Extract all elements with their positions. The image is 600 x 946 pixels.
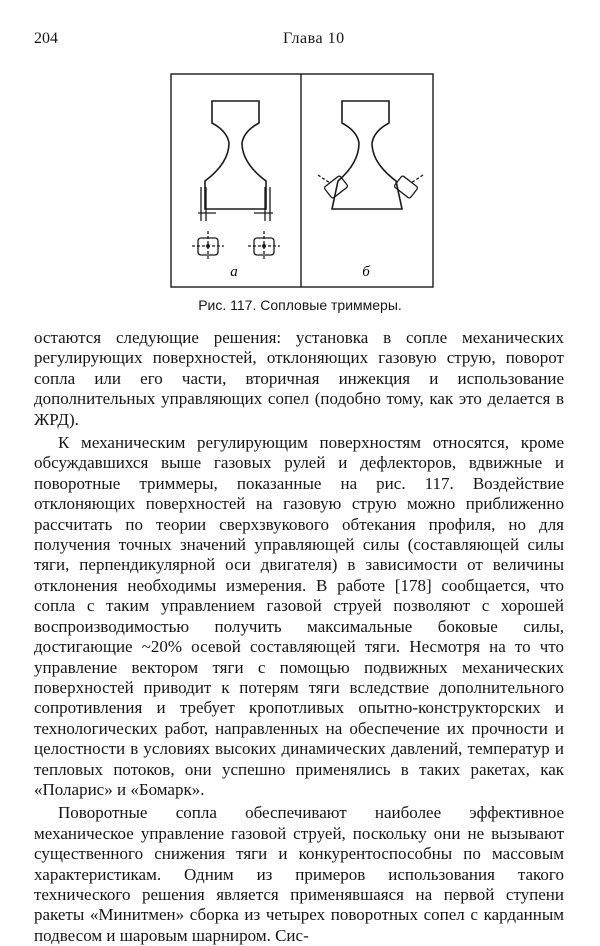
panel-a-nozzle <box>205 101 266 209</box>
panel-b-actuators <box>318 175 423 199</box>
figure-117 <box>170 73 434 288</box>
page-header <box>34 30 566 52</box>
paragraph-2: К механическим регулирующим поверхностям относятся, кроме обсуждавшихся выше газовых рулей и дефлекторов, вдвижные и поворотные триммеры, показанные на рис. 117. Воздействие отклоняющих поверхностей на газовую струю можно приближенно рассчитать по теории сверхзвукового обтекания профиля, но для получения точных значений управляющей силы (составляющей силы тяги, перпендикулярной оси двигателя) в зависимости от величины отклонения необходимы измерения. В работе [178] сообщается, что сопла с таким управлением газовой струей позволяют с хорошей воспроизводимостью получить максимальные боковые силы, достигающие ~20% осевой составляющей тяги. Несмотря на то что управление вектором тяги с помощью подвижных механических поверхностей приводит к потерям тяги вследствие дополнительного сопротивления и требует кропотливых опытно-конструкторских и технологических работ, направленных на обеспечение их прочности и целостности в условиях высоких динамических давлений, температур и тепловых потоков, они успешно применялись в таких ракетах, как «Поларис» и «Бомарк». <box>34 433 564 799</box>
panel-b-label: б <box>362 264 370 280</box>
page-number: 204 <box>34 30 58 47</box>
panel-a-trimmers <box>198 187 273 221</box>
panel-a-label: а <box>230 264 238 280</box>
nozzle-trimmers-diagram <box>170 73 434 288</box>
paragraph-1: остаются следующие решения: установка в сопле механических регулирующих поверхностей, отклоняющих газовую струю, поворот сопла или его части, вторичная инжекция и использование дополнительных управляющих сопел (подобно тому, как это делается в ЖРД). <box>34 328 564 429</box>
panel-a-actuators <box>192 231 280 261</box>
chapter-title: Глава 10 <box>283 30 345 47</box>
panel-b-nozzle <box>332 101 402 209</box>
body-text <box>34 328 564 946</box>
figure-caption: Рис. 117. Сопловые триммеры. <box>198 297 402 313</box>
paragraph-3: Поворотные сопла обеспечивают наиболее эффективное механическое управление газовой струей, поскольку они не вызывают существенного снижения тяги и конкурентоспособны по массовым характеристикам. Одним из примеров использования такого технического решения является применявшаяся на первой ступени ракеты «Минитмен» сборка из четырех поворотных сопел с карданным подвесом и шаровым шарниром. Сис- <box>34 803 564 945</box>
